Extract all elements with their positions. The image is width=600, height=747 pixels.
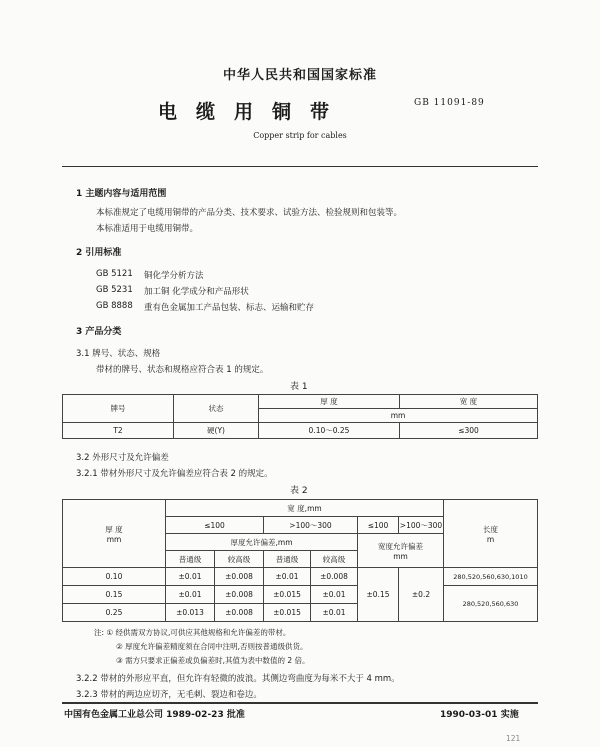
section-2-title: 2 引用标准 <box>76 248 122 258</box>
header-rule <box>62 166 538 167</box>
t2-header-width: 宽 度,mm <box>166 500 444 517</box>
t2-header-high: 较高级 <box>311 551 358 568</box>
ref-code: GB 5121 <box>96 269 133 279</box>
t2-cell: ±0.013 <box>166 604 215 622</box>
t2-cell: ±0.01 <box>166 568 215 586</box>
t2-cell: ±0.008 <box>311 568 358 586</box>
t2-header-w3: ≤100 <box>358 517 399 534</box>
t2-cell: ±0.015 <box>264 604 311 622</box>
t2-cell: ±0.015 <box>264 586 311 604</box>
implementation-text: 1990-03-01 实施 <box>440 710 519 720</box>
t2-cell-thickness: 0.15 <box>63 586 166 604</box>
ref-code: GB 8888 <box>96 301 133 311</box>
table-1-caption: 表 1 <box>290 382 308 392</box>
approval-text: 中国有色金属工业总公司 1989-02-23 批准 <box>64 710 245 720</box>
section-1-para-1: 本标准规定了电缆用铜带的产品分类、技术要求、试验方法、检验规则和包装等。 <box>96 208 403 218</box>
table-2-note: ② 厚度允许偏差精度须在合同中注明,否则按普通级供货。 <box>116 642 308 651</box>
section-3-1-para: 带材的牌号、状态和规格应符合表 1 的规定。 <box>96 365 269 375</box>
section-3-1-title: 3.1 牌号、状态、规格 <box>76 349 161 359</box>
t2-header-thickness <box>63 500 166 568</box>
t2-header-width-tolerance-unit: mm <box>393 551 408 561</box>
section-3-2-title: 3.2 外形尺寸及允许偏差 <box>76 453 169 463</box>
t2-header-normal: 普通级 <box>264 551 311 568</box>
t1-cell-state: 硬(Y) <box>174 423 259 439</box>
t1-header-grade: 牌号 <box>63 395 174 423</box>
t1-header-unit: mm <box>259 409 538 423</box>
table-2-caption: 表 2 <box>290 486 308 496</box>
t1-header-thickness: 厚 度 <box>259 395 400 409</box>
section-3-2-3-text: 3.2.3 带材的两边应切齐，无毛刺、裂边和卷边。 <box>76 690 262 700</box>
table-2 <box>62 499 538 622</box>
t2-header-width-tolerance <box>358 534 444 568</box>
t2-header-w1: ≤100 <box>166 517 264 534</box>
t2-header-thickness-tolerance: 厚度允许偏差,mm <box>166 534 358 551</box>
t2-cell: ±0.008 <box>215 604 264 622</box>
section-3-2-2-text: 3.2.2 带材的外形应平直，但允许有轻微的波浪。其侧边弯曲度为每米不大于 4 mm。 <box>76 674 400 684</box>
t2-header-high: 较高级 <box>215 551 264 568</box>
t2-cell: ±0.01 <box>311 586 358 604</box>
t2-header-w2: >100～300 <box>264 517 358 534</box>
table-2-note: ③ 需方只要求正偏差或负偏差时,其值为表中数值的 2 倍。 <box>116 656 310 665</box>
footer-rule <box>62 702 538 704</box>
t2-header-length <box>444 500 538 568</box>
section-1-para-2: 本标准适用于电缆用铜带。 <box>96 224 199 234</box>
page-number: 121 <box>506 734 521 743</box>
t1-cell-width: ≤300 <box>400 423 538 439</box>
t1-header-width: 宽 度 <box>400 395 538 409</box>
ref-text: 重有色金属加工产品包装、标志、运输和贮存 <box>144 303 315 313</box>
t1-cell-grade: T2 <box>63 423 174 439</box>
t2-cell-length: 280,520,560,630 <box>444 586 538 622</box>
t2-cell: ±0.01 <box>264 568 311 586</box>
t2-cell: ±0.01 <box>311 604 358 622</box>
section-3-2-1-text: 3.2.1 带材外形尺寸及允许偏差应符合表 2 的规定。 <box>76 469 273 479</box>
t1-header-state: 状态 <box>174 395 259 423</box>
document-title: 电缆用铜带 <box>158 101 349 123</box>
t2-header-w4: >100～300 <box>399 517 444 534</box>
t2-header-length-label: 长度 <box>483 524 498 534</box>
t2-cell: ±0.01 <box>166 586 215 604</box>
t2-header-thickness-unit: mm <box>106 534 122 544</box>
t2-header-thickness-label: 厚 度 <box>105 524 123 534</box>
table-2-note: 注: ① 经供需双方协议,可供应其他规格和允许偏差的带材。 <box>94 628 291 637</box>
ref-text: 铜化学分析方法 <box>144 271 204 281</box>
t1-cell-thickness: 0.10～0.25 <box>259 423 400 439</box>
t2-cell: ±0.008 <box>215 568 264 586</box>
ref-text: 加工铜 化学成分和产品形状 <box>144 287 249 297</box>
table-1 <box>62 394 538 439</box>
section-1-title: 1 主题内容与适用范围 <box>76 189 167 199</box>
ref-code: GB 5231 <box>96 285 133 295</box>
standard-title: 中华人民共和国国家标准 <box>222 68 377 83</box>
t2-cell-thickness: 0.25 <box>63 604 166 622</box>
section-3-title: 3 产品分类 <box>76 327 122 337</box>
t2-header-normal: 普通级 <box>166 551 215 568</box>
t2-cell-width-tol-wide: ±0.2 <box>399 568 444 622</box>
t2-cell-thickness: 0.10 <box>63 568 166 586</box>
t2-header-length-unit: m <box>486 534 495 544</box>
standard-code: GB 11091-89 <box>414 98 485 108</box>
t2-cell: ±0.008 <box>215 586 264 604</box>
english-title: Copper strip for cables <box>253 131 347 140</box>
t2-header-width-tolerance-label: 宽度允许偏差 <box>378 541 423 551</box>
t2-cell-width-tol-narrow: ±0.15 <box>358 568 399 622</box>
t2-cell-length: 280,520,560,630,1010 <box>444 568 538 586</box>
